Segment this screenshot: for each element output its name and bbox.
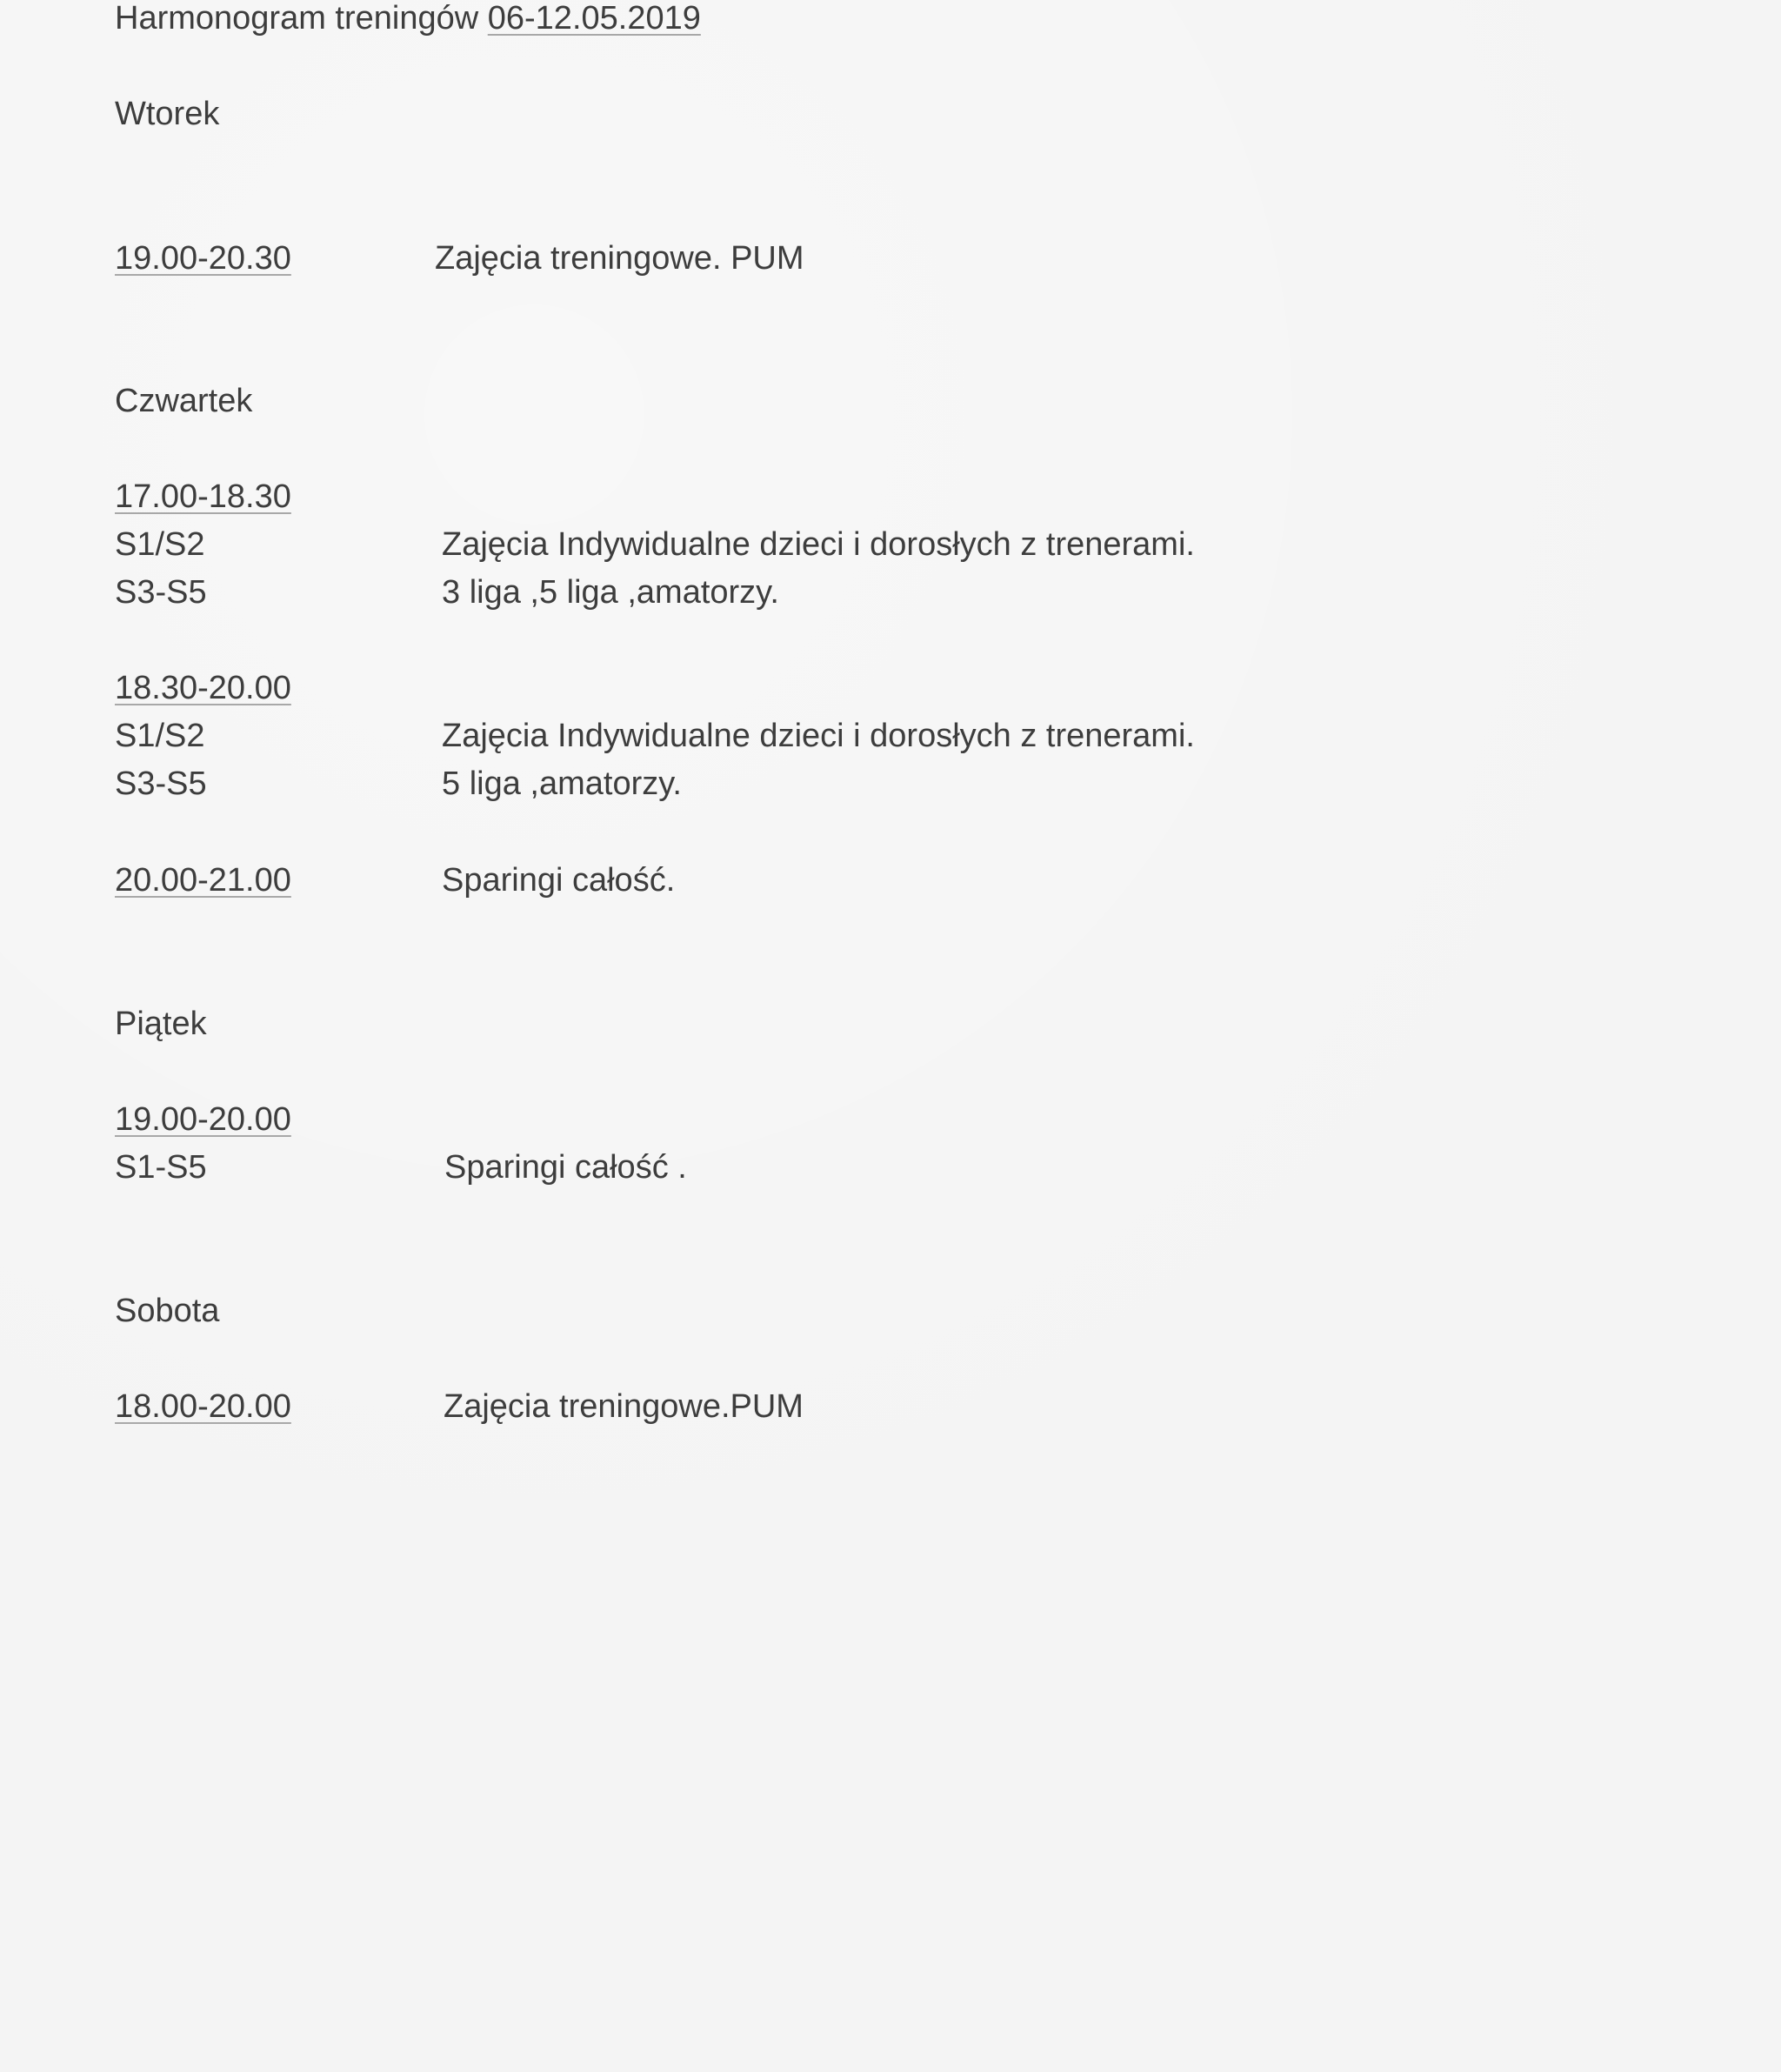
- day-heading-tuesday: Wtorek: [115, 96, 220, 132]
- group-label: S1/S2: [115, 526, 205, 563]
- session-description: Zajęcia Indywidualne dzieci i dorosłych z trenerami.: [442, 718, 1195, 754]
- day-heading-friday: Piątek: [115, 1006, 207, 1042]
- time-link[interactable]: 19.00-20.30: [115, 240, 291, 277]
- session-description: 5 liga ,amatorzy.: [442, 765, 682, 802]
- session-description: Zajęcia treningowe. PUM: [435, 240, 804, 277]
- session-description: Zajęcia treningowe.PUM: [444, 1388, 804, 1425]
- group-label: S1/S2: [115, 718, 205, 754]
- group-label: S3-S5: [115, 574, 207, 611]
- session-description: Zajęcia Indywidualne dzieci i dorosłych z trenerami.: [442, 526, 1195, 563]
- session-description: 3 liga ,5 liga ,amatorzy.: [442, 574, 779, 611]
- time-link[interactable]: 19.00-20.00: [115, 1101, 291, 1138]
- time-link[interactable]: 17.00-18.30: [115, 478, 291, 515]
- session-description: Sparingi całość .: [444, 1149, 687, 1186]
- session-description: Sparingi całość.: [442, 862, 676, 899]
- group-label: S1-S5: [115, 1149, 207, 1186]
- time-link[interactable]: 20.00-21.00: [115, 862, 291, 899]
- title-text: Harmonogram treningów: [115, 0, 479, 37]
- time-link[interactable]: 18.30-20.00: [115, 670, 291, 706]
- note-title: [115, 0, 701, 40]
- time-link[interactable]: 18.00-20.00: [115, 1388, 291, 1425]
- day-heading-saturday: Sobota: [115, 1293, 220, 1329]
- title-date-link[interactable]: 06-12.05.2019: [487, 0, 701, 37]
- day-heading-thursday: Czwartek: [115, 383, 253, 419]
- group-label: S3-S5: [115, 765, 207, 802]
